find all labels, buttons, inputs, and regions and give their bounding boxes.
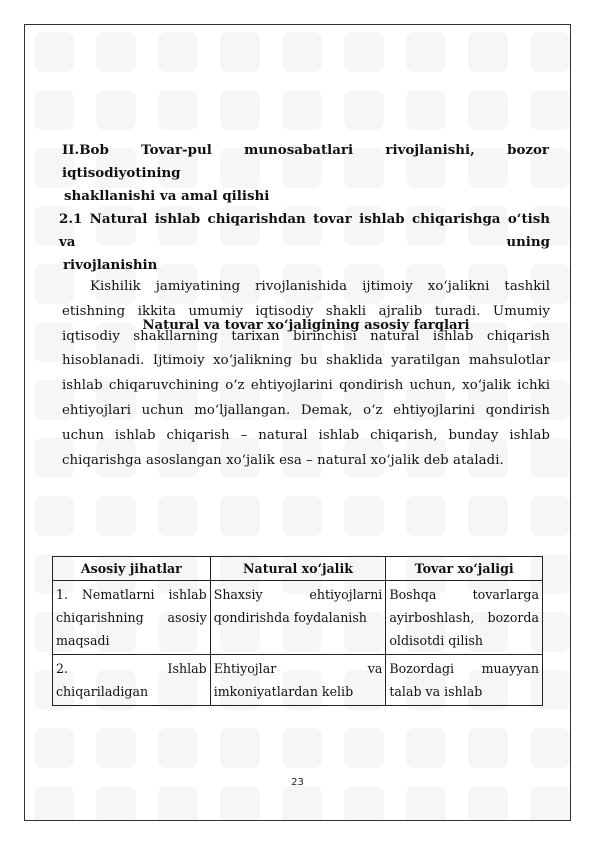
chapter-heading — [62, 139, 549, 208]
page-number: 23 — [291, 777, 304, 788]
section-heading-line2: rivojlanishin — [63, 257, 158, 273]
chapter-heading-line2: shakllanishi va amal qilishi — [64, 188, 270, 204]
section-heading — [59, 208, 550, 277]
table-cell: Ehtiyojlar va imkoniyatlardan kelib — [210, 655, 386, 706]
comparison-table — [52, 556, 543, 706]
table-header-cell: Asosiy jihatlar — [53, 557, 211, 581]
table-header-row — [53, 557, 543, 581]
table-row — [53, 655, 543, 706]
table-cell: Bozordagi muayyan talab va ishlab — [386, 655, 543, 706]
table-caption: Natural va tovar xo‘jaligining asosiy farqlari — [142, 318, 470, 333]
table-cell: 2. Ishlab chiqariladigan — [53, 655, 211, 706]
body-paragraph: Kishilik jamiyatining rivojlanishida ijtimoiy xo‘jalikni tashkil etishning ikkita umumiy iqtisodiy shakli ajralib turadi. Umumiy iqtisodiy shakllarning tarixan birinchisi natural ishlab chiqarish hisoblanadi. Ijtimoiy xo‘jalikning bu shaklida yaratilgan mahsulotlar ishlab chiqaruvchining o‘z ehtiyojlarini qondirish uchun, xo‘jalik ichki ehtiyojlari uchun mo‘ljallangan. Demak, o‘z ehtiyojlarini qondirish uchun ishlab chiqarish – natural ishlab chiqarish, bunday ishlab chiqarishga asoslangan xo‘jalik esa – natural xo‘jalik deb ataladi. — [62, 279, 550, 468]
chapter-heading-line1: II.Bob Tovar-pul munosabatlari rivojlanishi, bozor iqtisodiyotining — [62, 142, 549, 181]
table-header-cell: Tovar xo‘jaligi — [386, 557, 543, 581]
body-paragraph-block — [62, 275, 550, 473]
table-cell: Boshqa tovarlarga ayirboshlash, bozorda oldisotdi qilish — [386, 581, 543, 655]
table-cell: Shaxsiy ehtiyojlarni qondirishda foydalanish — [210, 581, 386, 655]
table-row — [53, 581, 543, 655]
table-header-cell: Natural xo‘jalik — [210, 557, 386, 581]
table-cell: 1. Nematlarni ishlab chiqarishning asosiy maqsadi — [53, 581, 211, 655]
section-heading-line1: 2.1 Natural ishlab chiqarishdan tovar ishlab chiqarishga o‘tish va uning — [59, 211, 550, 250]
